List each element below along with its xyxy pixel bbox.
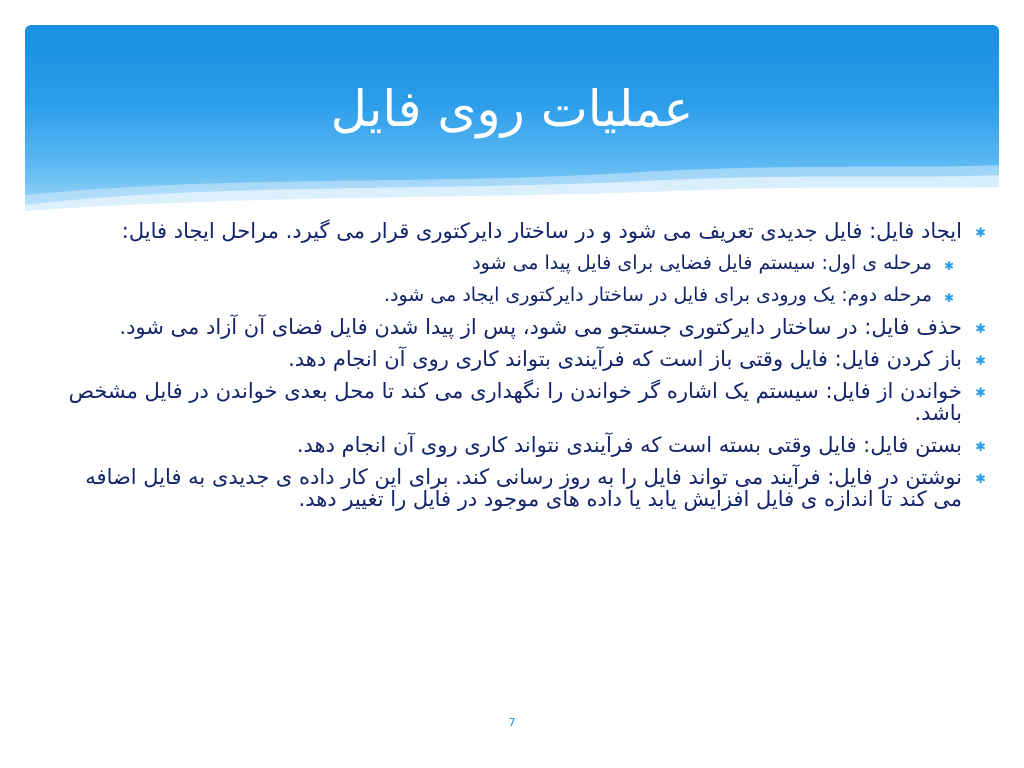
sub-bullet-text: مرحله ی اول: سیستم فایل فضایی برای فایل پیدا می شود: [472, 252, 932, 274]
asterisk-icon: ✱: [975, 226, 986, 241]
sub-bullet-list: [62, 252, 962, 306]
asterisk-icon: ✱: [975, 386, 986, 401]
bullet-text: ایجاد فایل: فایل جدیدی تعریف می شود و در ساختار دایرکتوری قرار می گیرد. مراحل ایجاد فایل:: [121, 219, 962, 243]
wave-decoration: [25, 155, 999, 215]
bullet-list: [62, 219, 986, 511]
bullet-content: [62, 219, 986, 520]
sub-bullet-item: [62, 252, 962, 274]
bullet-item: [62, 433, 986, 457]
bullet-text: باز کردن فایل: فایل وقتی باز است که فرآیندی بتواند کاری روی آن انجام دهد.: [288, 347, 962, 371]
bullet-item: [62, 315, 986, 339]
bullet-item: [62, 465, 986, 511]
asterisk-icon: ✱: [975, 322, 986, 337]
bullet-item: [62, 347, 986, 371]
sub-bullet-text: مرحله دوم: یک ورودی برای فایل در ساختار دایرکتوری ایجاد می شود.: [383, 284, 932, 306]
asterisk-icon: ✱: [943, 291, 954, 305]
bullet-item: [62, 379, 986, 425]
bullet-text: حذف فایل: در ساختار دایرکتوری جستجو می شود، پس از پیدا شدن فایل فضای آن آزاد می شود.: [119, 315, 962, 339]
bullet-text: بستن فایل: فایل وقتی بسته است که فرآیندی نتواند کاری روی آن انجام دهد.: [296, 433, 962, 457]
bullet-text: خواندن از فایل: سیستم یک اشاره گر خواندن را نگهداری می کند تا محل بعدی خواندن در فایل مشخص باشد.: [68, 379, 962, 425]
sub-bullet-item: [62, 284, 962, 306]
asterisk-icon: ✱: [943, 259, 954, 273]
page-number: 7: [508, 716, 516, 729]
asterisk-icon: ✱: [975, 354, 986, 369]
asterisk-icon: ✱: [975, 440, 986, 455]
bullet-text: نوشتن در فایل: فرآیند می تواند فایل را به روز رسانی کند. برای این کار داده ی جدیدی به فایل اضافه می کند تا اندازه ی فایل افزایش یابد یا داده های موجود در فایل را تغییر دهد.: [85, 465, 962, 511]
slide-title: عملیات روی فایل: [330, 80, 694, 138]
header-band: [25, 25, 999, 215]
asterisk-icon: ✱: [975, 472, 986, 487]
bullet-item: [62, 219, 986, 306]
